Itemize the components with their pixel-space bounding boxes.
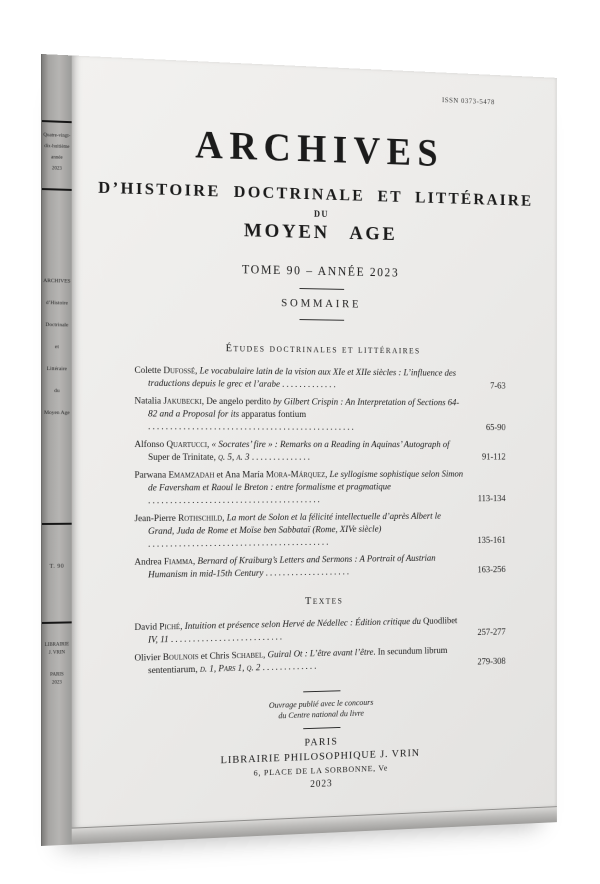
dot-leader: .......................... — [170, 632, 285, 645]
toc-entry — [134, 644, 505, 679]
toc-entry-text: , De angelo perdito — [201, 397, 274, 408]
toc-entry-text: Quodlibet — [423, 616, 458, 627]
toc-entry-text: , — [263, 650, 268, 661]
toc-entry-text: Jean-Pierre — [134, 513, 179, 525]
spine-text-line: d’Histoire — [45, 300, 68, 307]
toc-entry-text: Parwana — [134, 470, 169, 481]
spine-text-line: année — [51, 155, 63, 161]
toc-entry-text: IV, 11 — [148, 635, 171, 646]
book-cover-photo — [41, 54, 557, 846]
divider — [303, 727, 340, 729]
sommaire-heading: SOMMAIRE — [281, 297, 362, 311]
page-range: 135-161 — [477, 536, 506, 546]
toc-entry-text: , — [325, 470, 330, 480]
page-range: 7-63 — [490, 381, 506, 392]
spine-text-line: J. VRIN — [48, 650, 66, 656]
spine-text-line: ARCHIVES — [43, 278, 71, 285]
toc-entry-text: Le vocabulaire latin de la vision aux XIe et XIIe siècles : L’influence des traductions depuis le grec et l’arabe — [148, 366, 457, 390]
spine-city-block — [42, 671, 72, 688]
toc-entry — [134, 552, 505, 582]
toc-entry-text: Schabel — [231, 650, 264, 662]
toc-entry — [134, 439, 505, 465]
toc-entry-text: Boulnois — [162, 652, 199, 663]
issn-number: ISSN 0373-5478 — [441, 95, 495, 107]
toc-entry-text: La mort de Solon et la félicité intellectuelle d’après Albert le Grand, Juda de Rome et Moïse ben Sabbataï (Rome, XIVe siècle) — [148, 511, 441, 537]
toc-entry-text: « Socrates’ fire » : Remarks on a Reading in Aquinas’ Autograph of — [211, 440, 450, 450]
concours-line1: Ouvrage publié avec le concours — [268, 697, 374, 710]
toc-entry-text: , — [222, 513, 227, 524]
spine-text-line: dix-huitième — [44, 144, 70, 151]
dot-leader: ............. — [282, 380, 338, 391]
divider — [299, 288, 344, 290]
toc — [134, 341, 505, 678]
spine-text-line: du — [54, 388, 60, 395]
toc-entry-text: Intuition et présence selon Hervé de Nédellec : Édition critique du — [184, 617, 424, 632]
page-range: 279-308 — [477, 657, 506, 668]
spine-text-line: LIBRAIRIE — [44, 642, 70, 648]
toc-entry-text: Quartucci — [166, 440, 208, 450]
spine-text-line: 2023 — [51, 680, 62, 686]
divider — [303, 690, 340, 692]
spine-text-line: PARIS — [50, 672, 64, 678]
spine-title-block — [42, 270, 72, 424]
section-heading: Textes — [304, 594, 344, 608]
spine-rule — [42, 120, 72, 123]
spine-publisher-block — [42, 641, 72, 658]
toc-entry-text: q. 5, a. 3 — [218, 452, 252, 463]
toc-entry-text: Super de Trinitate — [148, 452, 214, 463]
front-cover — [72, 55, 557, 827]
toc-entry-text: Piché — [159, 622, 181, 633]
journal-title: ARCHIVES — [195, 122, 444, 175]
toc-entry-text: David — [134, 622, 160, 633]
front-cover-column — [72, 55, 557, 844]
toc-entry — [134, 615, 505, 648]
toc-entry-text: et Chris — [198, 651, 232, 663]
toc-entry-text: Alfonso — [134, 440, 167, 450]
tome-year-line: TOME 90 – ANNÉE 2023 — [241, 262, 400, 280]
spine-text-line: Doctrinale — [45, 322, 69, 329]
spine-text-line: Quatre-vingt- — [43, 133, 71, 140]
page-range: 91-112 — [481, 452, 506, 463]
toc-entry-text: Rothschild — [178, 513, 223, 524]
toc-entry — [134, 396, 505, 435]
page-range: 65-90 — [485, 423, 506, 433]
page-range: 163-256 — [477, 565, 506, 576]
imprint-city: PARIS — [304, 736, 339, 749]
toc-entry-text: , — [207, 440, 212, 450]
toc-entry-text: . In secundum librum sententiarum, — [148, 646, 448, 677]
toc-entry-text: Bernard of Kraiburg’s Letters and Sermons : A Portrait of Austrian Humanism in mid-15th Century — [148, 553, 436, 581]
toc-entry-text: Jakubecki — [163, 396, 202, 407]
toc-entry-text: Colette — [134, 365, 164, 377]
page-range: 113-134 — [477, 494, 506, 505]
toc-entry — [134, 365, 505, 393]
spine-text-line: 2023 — [51, 166, 62, 172]
toc-entry-text: Dufossé — [163, 366, 196, 377]
toc-entry-text: Le syllogisme sophistique selon Simon de Faversham et Raoul le Breton : entre formalisme et pragmatique — [148, 469, 464, 494]
imprint-address: 6, PLACE DE LA SORBONNE, Ve — [253, 762, 389, 778]
page-range: 257-277 — [477, 627, 506, 638]
toc-entry-text: , — [195, 366, 200, 377]
section-heading: Études doctrinales et littéraires — [225, 342, 421, 357]
toc-entry-text: Fiamma — [163, 557, 193, 568]
spine-text-line: Moyen Age — [44, 410, 70, 417]
dot-leader: ................................................ — [148, 422, 356, 433]
spine-year-block — [42, 130, 72, 175]
toc-entry — [134, 511, 505, 552]
dot-leader: .............. — [251, 452, 312, 463]
toc-entry-text: Andrea — [134, 557, 164, 568]
spine-rule — [42, 523, 72, 525]
toc-entry-text: Guiral Ot : L’être avant l’être — [267, 648, 374, 661]
concours-line2: du Centre national du livre — [278, 707, 364, 721]
spine-text-line: Littéraire — [46, 366, 68, 373]
toc-entry-text: , — [213, 452, 219, 463]
journal-subtitle-line3: MOYEN AGE — [243, 219, 398, 245]
toc-entry-text: Emamzadah — [168, 470, 215, 481]
divider — [299, 319, 344, 321]
book-spine — [41, 54, 72, 846]
spine-text-line: et — [54, 344, 59, 351]
journal-subtitle-line1: D’HISTOIRE DOCTRINALE ET LITTÉRAIRE — [98, 177, 534, 210]
toc-entry-text: Natalia — [134, 396, 164, 407]
dot-leader: .......................................... — [148, 537, 331, 550]
spine-tome: T. 90 — [49, 563, 65, 570]
toc-entry-text: , — [180, 622, 185, 632]
toc-entry-text: , — [192, 557, 198, 567]
toc-entry-text: apparatus fontium — [241, 409, 307, 420]
dot-leader: .................... — [265, 567, 352, 579]
imprint-block — [72, 676, 557, 799]
toc-entry-text: Olivier — [134, 653, 163, 664]
imprint-year: 2023 — [310, 778, 333, 790]
spine-rule — [42, 188, 72, 191]
toc-entry-text: by Gilbert Crispin : An Interpretation of Sections 64-82 and a Proposal for its — [148, 397, 460, 420]
spine-rule — [42, 621, 72, 624]
journal-subtitle-line2: DU — [313, 208, 329, 220]
toc-entry-text: et Ana María — [214, 470, 266, 481]
toc-entry — [134, 469, 505, 508]
dot-leader: ............. — [262, 661, 319, 674]
toc-entry-text: Mora-Márquez — [265, 470, 326, 481]
imprint-publisher: LIBRAIRIE PHILOSOPHIQUE J. VRIN — [220, 747, 420, 767]
dot-leader: ........................................ — [148, 495, 322, 507]
toc-entry-text: d. 1, Pars 1, q. 2 — [199, 663, 263, 675]
